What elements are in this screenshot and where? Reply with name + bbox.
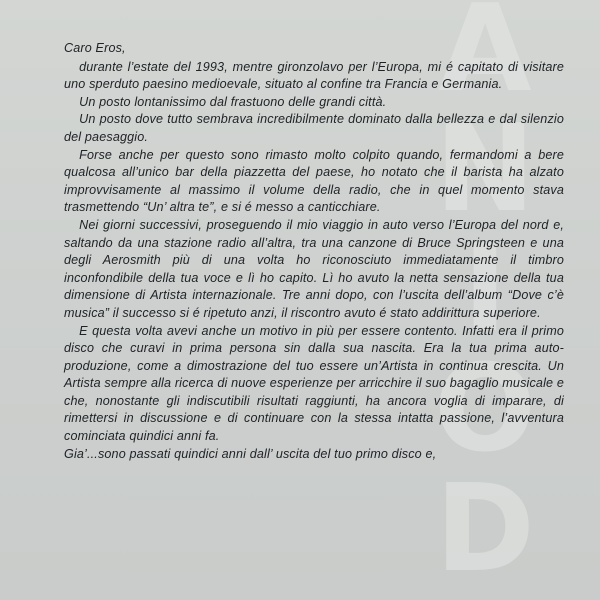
letter-body <box>64 40 564 463</box>
watermark-letter: N <box>434 100 536 239</box>
letter-paragraph: durante l’estate del 1993, mentre gironzolavo per l’Europa, mi é capitato di visitare uno sperduto paesino medioevale, situato al confine tra Francia e Germania. <box>64 59 564 92</box>
letter-paragraph: Gia’...sono passati quindici anni dall’ uscita del tuo primo disco e, <box>64 446 437 461</box>
watermark-letter: O <box>433 340 536 479</box>
watermark-letter: I <box>462 220 508 359</box>
letter-paragraph: E questa volta avevi anche un motivo in più per essere contento. Infatti era il primo disco che curavi in prima persona sin dalla sua nascita. Era la tua prima auto-produzione, come a dimostrazione del tuo essere un’Artista in continua crescita. Un Artista sempre alla ricerca di nuove esperienze per arricchire il suo bagaglio musicale e che, nonostante gli indiscutibili risultati raggiunti, ha ancora voglia di imparare, di rimettersi in discussione e di continuare con la stessa intatta passione, l’avventura cominciata quindici anni fa. <box>64 323 564 444</box>
letter-paragraph: Forse anche per questo sono rimasto molto colpito quando, fermandomi a bere qualcosa all’unico bar della piazzetta del paese, ho notato che il barista ha alzato improvvisamente al massimo il volume della radio, che in quel momento stava trasmettendo “Un’ altra te”, e si é messo a canticchiare. <box>64 147 564 215</box>
watermark-letter: A <box>438 0 532 119</box>
watermark-letter: D <box>435 460 535 599</box>
letter-salutation: Caro Eros, <box>64 41 126 55</box>
letter-paragraph: Un posto dove tutto sembrava incredibilmente dominato dalla bellezza e dal silenzio del paesaggio. <box>64 112 564 144</box>
letter-paragraph: Un posto lontanissimo dal frastuono delle grandi città. <box>79 94 387 109</box>
letter-paragraph: Nei giorni successivi, proseguendo il mio viaggio in auto verso l’Europa del nord e, saltando da una stazione radio all’altra, tra una canzone di Bruce Springsteen e una degli Aerosmith più di una volta ho riconosciuto immediatamente il timbro inconfondibile della tua voce e lì ho capito. Lì ho avuto la netta sensazione della tua dimensione di Artista internazionale. Tre anni dopo, con l’uscita dell’album “Dove c’è musica” il successo si é ripetuto anzi, il riscontro avuto é stato addirittura superiore. <box>64 217 564 320</box>
